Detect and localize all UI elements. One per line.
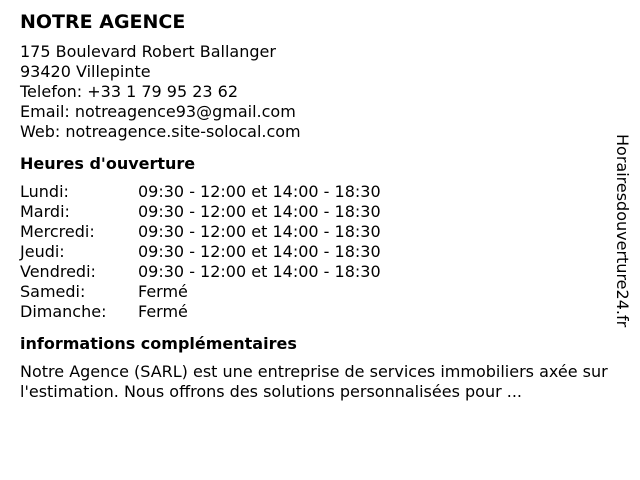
hours-time: Fermé [138, 282, 188, 301]
email-line: Email: notreagence93@gmail.com [20, 102, 296, 121]
address-line-1: 175 Boulevard Robert Ballanger [20, 42, 276, 61]
additional-info-text: Notre Agence (SARL) est une entreprise de services immobiliers axée sur l'estimation. Nous offrons des solutions personnalisées pour ... [20, 362, 608, 401]
site-watermark: Horairesdouverture24.fr [613, 134, 632, 328]
opening-hours-title: Heures d'ouverture [20, 154, 196, 173]
hours-day: Vendredi: [20, 262, 96, 281]
hours-day: Jeudi: [20, 242, 65, 261]
address-line-2: 93420 Villepinte [20, 62, 151, 81]
hours-time: 09:30 - 12:00 et 14:00 - 18:30 [138, 242, 381, 261]
agency-name: NOTRE AGENCE [20, 11, 186, 33]
additional-info-title: informations complémentaires [20, 334, 297, 353]
hours-row-saturday [20, 282, 610, 302]
phone-line: Telefon: +33 1 79 95 23 62 [20, 82, 239, 101]
hours-row-friday [20, 262, 610, 282]
agency-card [20, 8, 610, 402]
hours-time: 09:30 - 12:00 et 14:00 - 18:30 [138, 202, 381, 221]
hours-row-monday [20, 182, 610, 202]
hours-day: Dimanche: [20, 302, 107, 321]
hours-day: Samedi: [20, 282, 86, 301]
hours-row-tuesday [20, 202, 610, 222]
hours-time: 09:30 - 12:00 et 14:00 - 18:30 [138, 262, 381, 281]
hours-time: 09:30 - 12:00 et 14:00 - 18:30 [138, 222, 381, 241]
hours-row-wednesday [20, 222, 610, 242]
hours-day: Lundi: [20, 182, 69, 201]
hours-time: Fermé [138, 302, 188, 321]
web-line: Web: notreagence.site-solocal.com [20, 122, 301, 141]
hours-day: Mardi: [20, 202, 70, 221]
hours-row-sunday [20, 302, 610, 322]
hours-day: Mercredi: [20, 222, 95, 241]
hours-time: 09:30 - 12:00 et 14:00 - 18:30 [138, 182, 381, 201]
hours-row-thursday [20, 242, 610, 262]
